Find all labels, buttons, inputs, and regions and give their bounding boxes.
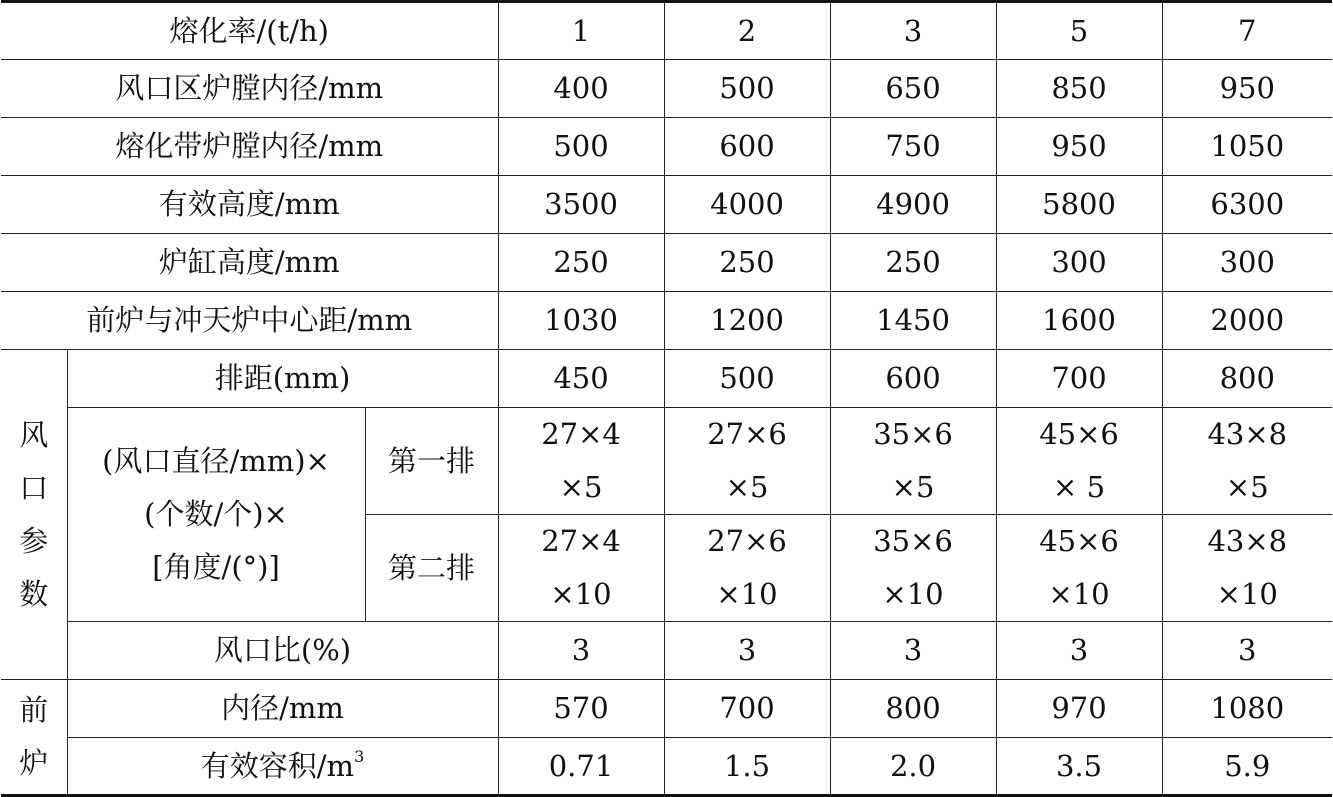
cell: 45×6 × 5 <box>996 408 1162 515</box>
header-row <box>1 2 1332 60</box>
row-label: 炉缸高度/mm <box>1 234 498 292</box>
cell: 500 <box>664 60 830 118</box>
table-row <box>1 118 1332 176</box>
cell: 250 <box>664 234 830 292</box>
cell: 0.71 <box>498 738 664 796</box>
cell: 970 <box>996 680 1162 738</box>
row-label: 内径/mm <box>67 680 498 738</box>
cell: 1050 <box>1162 118 1332 176</box>
cell: 3 <box>664 622 830 680</box>
cell: 3500 <box>498 176 664 234</box>
header-col-3: 3 <box>830 2 996 60</box>
cell: 600 <box>830 350 996 408</box>
row-label: 第二排 <box>365 515 498 622</box>
table-row <box>1 350 1332 408</box>
cell: 650 <box>830 60 996 118</box>
row-label: 风口区炉膛内径/mm <box>1 60 498 118</box>
furnace-parameters-table <box>1 0 1332 797</box>
cell: 3 <box>1162 622 1332 680</box>
cell: 300 <box>996 234 1162 292</box>
cell: 850 <box>996 60 1162 118</box>
row-label: 有效容积$/m^3$ <box>67 738 498 796</box>
row-label: 前炉与冲天炉中心距/mm <box>1 292 498 350</box>
cell: 27×6 ×5 <box>664 408 830 515</box>
cell: 570 <box>498 680 664 738</box>
cell: 5.9 <box>1162 738 1332 796</box>
tuyere-group-label: 风 口 参 数 <box>1 350 67 680</box>
table-row <box>1 60 1332 118</box>
table-row <box>1 176 1332 234</box>
row-label: 有效高度/mm <box>1 176 498 234</box>
header-col-5: 7 <box>1162 2 1332 60</box>
cell: 3 <box>996 622 1162 680</box>
cell: 750 <box>830 118 996 176</box>
cell: 3.5 <box>996 738 1162 796</box>
table-row <box>1 738 1332 796</box>
cell: 250 <box>830 234 996 292</box>
cell: 43×8 ×5 <box>1162 408 1332 515</box>
row-label: 排距(mm) <box>67 350 498 408</box>
cell: 1600 <box>996 292 1162 350</box>
cell: 1080 <box>1162 680 1332 738</box>
row-label: 第一排 <box>365 408 498 515</box>
cell: 700 <box>996 350 1162 408</box>
header-col-2: 2 <box>664 2 830 60</box>
cell: 3 <box>830 622 996 680</box>
cell: 6300 <box>1162 176 1332 234</box>
header-col-1: 1 <box>498 2 664 60</box>
table-row <box>1 622 1332 680</box>
cell: 950 <box>996 118 1162 176</box>
table-row <box>1 680 1332 738</box>
cell: 1450 <box>830 292 996 350</box>
cell: 4000 <box>664 176 830 234</box>
header-label: 熔化率/(t/h) <box>1 2 498 60</box>
row-label: 熔化带炉膛内径/mm <box>1 118 498 176</box>
cell: 600 <box>664 118 830 176</box>
cell: 400 <box>498 60 664 118</box>
cell: 300 <box>1162 234 1332 292</box>
cell: 4900 <box>830 176 996 234</box>
tuyere-spec-label: (风口直径/mm)× (个数/个)× [角度/(°)] <box>67 408 365 622</box>
cell: 1030 <box>498 292 664 350</box>
table-row <box>1 408 1332 515</box>
cell: 450 <box>498 350 664 408</box>
cell: 500 <box>664 350 830 408</box>
cell: 500 <box>498 118 664 176</box>
cell: 2.0 <box>830 738 996 796</box>
cell: 800 <box>1162 350 1332 408</box>
cell: 700 <box>664 680 830 738</box>
cell: 43×8 ×10 <box>1162 515 1332 622</box>
cell: 2000 <box>1162 292 1332 350</box>
cell: 800 <box>830 680 996 738</box>
cell: 3 <box>498 622 664 680</box>
cell: 5800 <box>996 176 1162 234</box>
row-label: 风口比(%) <box>67 622 498 680</box>
cell: 250 <box>498 234 664 292</box>
forehearth-group-label: 前 炉 <box>1 680 67 796</box>
table-row <box>1 292 1332 350</box>
table-row <box>1 234 1332 292</box>
cell: 27×4 ×10 <box>498 515 664 622</box>
cell: 1200 <box>664 292 830 350</box>
cell: 27×4 ×5 <box>498 408 664 515</box>
cell: 950 <box>1162 60 1332 118</box>
cell: 35×6 ×10 <box>830 515 996 622</box>
cell: 45×6 ×10 <box>996 515 1162 622</box>
cell: 27×6 ×10 <box>664 515 830 622</box>
cell: 1.5 <box>664 738 830 796</box>
cell: 35×6 ×5 <box>830 408 996 515</box>
header-col-4: 5 <box>996 2 1162 60</box>
